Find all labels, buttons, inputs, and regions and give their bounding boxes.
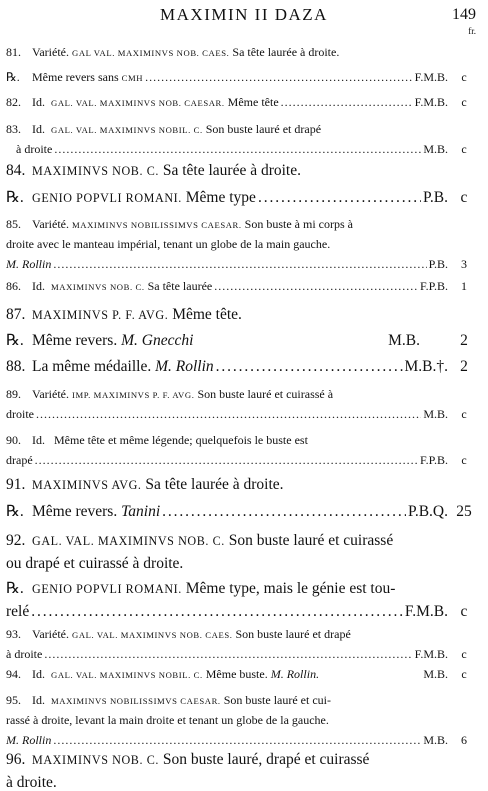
module-grade: F.M.B.: [414, 95, 448, 109]
dot-leader: [35, 450, 418, 470]
module-grade: F.P.B.: [419, 279, 448, 293]
entry-91: [6, 473, 476, 496]
rarity-value: 1: [461, 279, 467, 293]
entry-description: Même type, mais le génie est tou-: [185, 580, 396, 597]
entry-line: [6, 771, 476, 791]
rarity-value: c: [460, 189, 468, 206]
entry-number: 81.: [6, 45, 21, 59]
entry-prefix: Variété.: [32, 627, 69, 641]
reverse-81: [6, 67, 476, 87]
entry-description: Même type: [185, 189, 256, 206]
reverse-92: [6, 577, 476, 623]
entry-number: 86.: [6, 279, 21, 293]
entry-line: [6, 404, 476, 424]
reverse-legend: GENIO POPVLI ROMANI.: [32, 582, 182, 596]
entry-number: 83.: [6, 122, 21, 136]
reverse-mark: ℞.: [6, 580, 24, 597]
reverse-legend: CMH: [121, 73, 144, 83]
entry-line: [6, 384, 476, 404]
entry-prefix: Id.: [32, 693, 45, 707]
entry-number: 96.: [6, 751, 26, 768]
obverse-legend: MAXIMINVS NOBILISSIMVS CAESAR.: [71, 220, 242, 230]
obverse-legend: MAXIMINVS P. F. AVG.: [32, 308, 169, 322]
rarity-value: c: [461, 95, 467, 109]
module-grade: P.B.: [428, 257, 448, 271]
rarity-value: c: [460, 603, 468, 620]
reverse-91: [6, 500, 476, 523]
entry-description-cont: droite avec le manteau impérial, tenant un globe de la main gauche.: [6, 237, 331, 251]
obverse-legend: GAL. VAL. MAXIMINVS NOB. CAESAR.: [51, 98, 225, 108]
entry-93: [6, 624, 476, 664]
entry-number: 88.: [6, 358, 26, 375]
module-grade: P.B.: [423, 189, 448, 206]
entry-line: [6, 577, 476, 600]
module-grade: M.B.: [423, 733, 448, 747]
entry-description-cont: ou drapé et cuirassé à droite.: [6, 555, 184, 572]
entry-description: Son buste lauré et cuirassé: [228, 532, 394, 549]
entry-line: [6, 329, 476, 352]
dot-leader: [216, 355, 403, 378]
entry-prefix: Id.: [32, 95, 45, 109]
entry-line: [6, 710, 476, 730]
reverse-mark: ℞.: [6, 332, 24, 349]
obverse-legend: GAL. VAL. MAXIMINVS NOB. CAES.: [71, 630, 233, 640]
collection-name: M. Gnecchi: [121, 332, 194, 349]
dot-leader: [258, 186, 421, 209]
entry-line: [6, 303, 476, 326]
rarity-value: c: [461, 453, 467, 467]
entry-92: [6, 529, 476, 575]
entry-87: [6, 303, 476, 326]
entry-81: [6, 42, 476, 62]
entry-prefix: Variété.: [32, 387, 69, 401]
entry-line: [6, 92, 476, 112]
module-grade: M.B.: [388, 332, 420, 349]
entry-84: [6, 159, 476, 182]
dot-leader: [281, 92, 413, 112]
collection-name: Tanini: [121, 503, 161, 520]
entry-description: Son buste lauré et cuirassé à: [197, 387, 334, 401]
entry-description: Sa tête laurée à droite.: [162, 162, 301, 179]
entry-number: 90.: [6, 433, 21, 447]
dot-leader: [31, 600, 403, 623]
entry-line: [6, 355, 476, 378]
obverse-legend: MAXIMINVS NOB. C.: [32, 164, 159, 178]
entry-96: [6, 748, 476, 791]
entry-description: Même revers.: [32, 332, 118, 349]
module-grade: M.B.: [423, 142, 448, 156]
entry-line: [6, 600, 476, 623]
entry-line: [6, 690, 476, 710]
entry-prefix: Id.: [32, 279, 45, 293]
entry-line: [6, 500, 476, 523]
module-grade: F.M.B.: [414, 647, 448, 661]
entry-line: [6, 186, 476, 209]
reverse-mark: ℞.: [6, 503, 24, 520]
entry-89: [6, 384, 476, 424]
entry-number: 92.: [6, 532, 26, 549]
reverse-legend: GENIO POPVLI ROMANI.: [32, 191, 182, 205]
entry-line: [6, 552, 476, 575]
entry-prefix: Variété.: [32, 217, 69, 231]
entry-prefix: Id.: [32, 122, 45, 136]
entry-line: [6, 276, 476, 296]
entry-prefix: Variété.: [32, 45, 69, 59]
dot-leader: [162, 500, 406, 523]
reverse-mark: ℞.: [6, 70, 20, 84]
obverse-legend: MAXIMINVS NOB. C.: [51, 282, 145, 292]
entry-continuation: droite: [6, 407, 34, 421]
dot-leader: [145, 67, 413, 87]
entry-description: Même revers sans: [32, 70, 119, 84]
entry-number: 84.: [6, 162, 26, 179]
rarity-value: 3: [461, 257, 467, 271]
entry-line: [6, 473, 476, 496]
entry-prefix: Id.: [32, 667, 45, 681]
dot-leader: [53, 730, 421, 750]
entry-line: [6, 748, 476, 771]
module-grade: F.M.B.: [404, 603, 448, 620]
price-unit: fr.: [468, 26, 476, 36]
entry-continuation: à droite: [6, 647, 43, 661]
entry-line: [6, 644, 476, 664]
entry-line: [6, 159, 476, 182]
entry-description: Son buste lauré, drapé et cuirassé: [162, 751, 370, 768]
reverse-mark: ℞.: [6, 189, 24, 206]
entry-description: Son buste à mi corps à: [244, 217, 353, 231]
entry-description: Même revers.: [32, 503, 118, 520]
entry-continuation: relé: [6, 603, 30, 620]
entry-description: Son buste lauré et cui-: [223, 693, 331, 707]
entry-number: 85.: [6, 217, 21, 231]
page-header: [0, 5, 488, 36]
rarity-value: c: [461, 667, 467, 681]
dot-leader: [44, 644, 412, 664]
entry-continuation: à droite: [16, 142, 53, 156]
entry-number: 91.: [6, 476, 26, 493]
obverse-legend: MAXIMINVS NOB. C.: [32, 753, 159, 767]
entry-line: [6, 529, 476, 552]
entry-line: [6, 67, 476, 87]
module-grade: M.B.: [423, 667, 448, 681]
entry-83: [6, 119, 476, 159]
entry-line: [6, 214, 476, 234]
entry-description: Son buste lauré et drapé: [235, 627, 351, 641]
entry-description: Même buste.: [205, 667, 268, 681]
entry-88: [6, 355, 476, 378]
rarity-value: c: [461, 142, 467, 156]
rarity-value: c: [461, 647, 467, 661]
entry-description: Sa tête laurée: [147, 279, 213, 293]
dot-leader: [53, 254, 426, 274]
obverse-legend: GAL VAL. MAXIMINVS NOB. CAES.: [71, 48, 230, 58]
rarity-value: 2: [460, 332, 468, 349]
entry-description: La même médaille.: [32, 358, 152, 375]
entry-85: [6, 214, 476, 274]
entry-line: [6, 234, 476, 254]
entry-line: [6, 730, 476, 750]
entry-82: [6, 92, 476, 112]
page-title: MAXIMIN II DAZA: [160, 5, 328, 24]
entry-continuation: drapé: [6, 453, 33, 467]
collection-name: M. Rollin: [6, 257, 52, 271]
module-grade: F.P.B.: [419, 453, 448, 467]
collection-name: M. Rollin: [6, 733, 52, 747]
obverse-legend: IMP. MAXIMINVS P. F. AVG.: [71, 390, 195, 400]
rarity-value: 25: [456, 503, 472, 520]
entry-description: Son buste lauré et drapé: [205, 122, 322, 136]
obverse-legend: GAL. VAL. MAXIMINVS NOB. C.: [32, 534, 225, 548]
entry-86: [6, 276, 476, 296]
rarity-value: 2: [460, 358, 468, 375]
page-number: 149: [452, 6, 476, 23]
obverse-legend: GAL. VAL. MAXIMINVS NOBIL. C.: [51, 670, 203, 680]
entry-95: [6, 690, 476, 750]
entry-description: Même tête et même légende; quelquefois le buste est: [54, 433, 308, 447]
entry-number: 87.: [6, 306, 26, 323]
entry-line: [6, 430, 476, 450]
module-grade: P.B.Q.: [407, 503, 448, 520]
entry-number: 82.: [6, 95, 21, 109]
entry-line: [6, 254, 476, 274]
collection-name: M. Rollin.: [270, 667, 320, 681]
entry-description-cont: rassé à droite, levant la main droite et tenant un globe de la gauche.: [6, 713, 329, 727]
entry-number: 94.: [6, 667, 21, 681]
entry-line: [6, 42, 476, 62]
entry-line: [6, 624, 476, 644]
entry-description: Sa tête laurée à droite.: [145, 476, 284, 493]
entry-90: [6, 430, 476, 470]
entry-number: 95.: [6, 693, 21, 707]
obverse-legend: MAXIMINVS NOBILISSIMVS CAESAR.: [51, 696, 221, 706]
entry-number: 93.: [6, 627, 21, 641]
entry-line: [6, 664, 476, 684]
reverse-84: [6, 186, 476, 209]
rarity-value: c: [461, 407, 467, 421]
dot-leader: [214, 276, 418, 296]
rarity-value: c: [461, 70, 467, 84]
reverse-87: [6, 329, 476, 352]
entry-description-cont: à droite.: [6, 774, 57, 791]
entry-description: Même tête: [227, 95, 279, 109]
collection-name: M. Rollin: [155, 358, 214, 375]
entry-94: [6, 664, 476, 684]
entry-description: Même tête.: [172, 306, 242, 323]
entry-prefix: Id.: [32, 433, 45, 447]
dot-leader: [54, 139, 421, 159]
module-grade: F.M.B.: [414, 70, 448, 84]
dot-leader: [36, 404, 421, 424]
module-grade: M.B.: [423, 407, 448, 421]
entry-description: Sa tête laurée à droite.: [232, 45, 340, 59]
entry-line: [6, 139, 476, 159]
obverse-legend: GAL. VAL. MAXIMINVS NOBIL. C.: [51, 125, 203, 135]
entry-number: 89.: [6, 387, 21, 401]
entry-line: [6, 450, 476, 470]
module-grade: M.B.†.: [404, 358, 448, 375]
entry-line: [6, 119, 476, 139]
obverse-legend: MAXIMINVS AVG.: [32, 478, 142, 492]
rarity-value: 6: [461, 733, 467, 747]
